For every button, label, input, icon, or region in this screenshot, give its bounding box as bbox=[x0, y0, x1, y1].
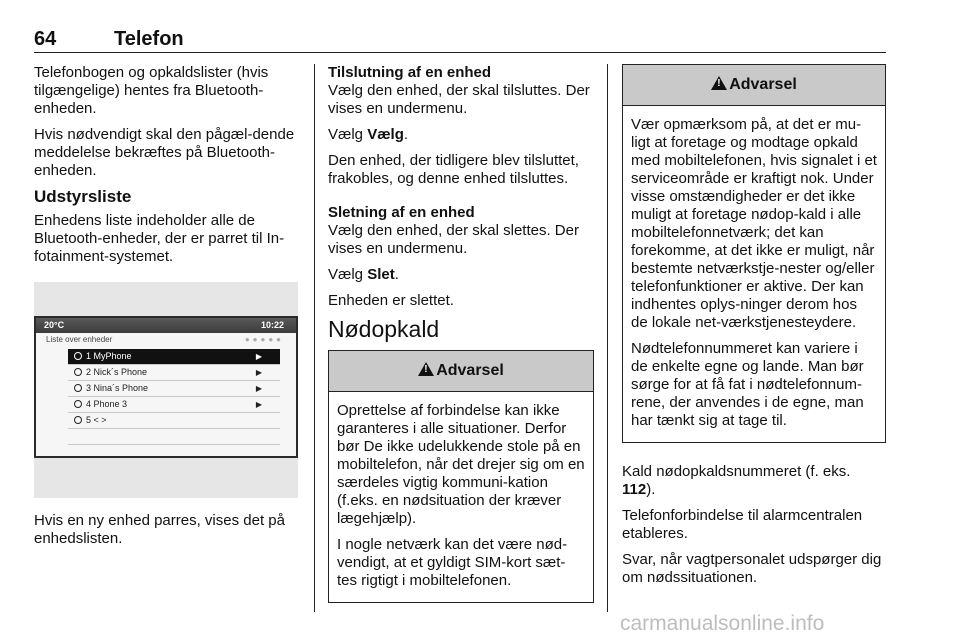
list-item: 5 < > bbox=[68, 413, 280, 429]
column-divider bbox=[607, 64, 608, 612]
section-heading: Udstyrsliste bbox=[34, 187, 132, 206]
arrow-right-icon: ▶ bbox=[255, 352, 262, 361]
warning-text: Nødtelefonnummeret kan variere i de enkelte egne og lande. Man bør sørge for at få fat i nødtelefonnum-rene, der anvendes i de egne, man har tænkt sig at tage til. bbox=[631, 340, 864, 429]
paragraph: Kald nødopkaldsnummeret (f. eks. 112). bbox=[622, 463, 851, 498]
section-heading: Nødopkald bbox=[328, 316, 440, 342]
screen-list-title bbox=[36, 333, 296, 347]
warning-text: Vær opmærksom på, at det er mu-ligt at foretage og modtage opkald med mobiltelefonen, hvis signalet i et serviceområde er kraftigt nok. Under visse omstændigheder er det ikke muligt at foretage nødop-kald i alle mobiltelefonnetværk; det kan forekomme, at det ikke er muligt, når bestemte netværkstje-nester og/eller telefonfunktioner er aktive. Der kan indhentes oplys-ninger derom hos de lokale net-værkstjenesteydere. bbox=[631, 116, 877, 331]
arrow-right-icon: ▶ bbox=[255, 368, 262, 377]
warning-text: I nogle netværk kan det være nød-vendigt, at et gyldigt SIM-kort sæt-tes rigtigt i mobiltelefonen. bbox=[337, 536, 568, 589]
device-list-screenshot bbox=[34, 282, 298, 498]
column-divider bbox=[314, 64, 315, 612]
list-item: 1 MyPhone ▶ bbox=[68, 349, 280, 365]
infotainment-screen bbox=[34, 316, 298, 458]
column-1 bbox=[34, 64, 300, 274]
arrow-right-icon: ▶ bbox=[255, 384, 262, 393]
list-item: 2 Nick´s Phone ▶ bbox=[68, 365, 280, 381]
subheading: Tilslutning af en enhed bbox=[328, 64, 492, 81]
temperature: 20°C bbox=[44, 320, 65, 330]
page-number: 64 bbox=[34, 28, 57, 50]
subheading: Sletning af en enhed bbox=[328, 204, 475, 221]
device-icon bbox=[74, 368, 82, 376]
warning-box bbox=[622, 64, 886, 443]
warning-header: !Advarsel bbox=[623, 65, 885, 106]
warning-box bbox=[328, 350, 594, 603]
screen-status-bar bbox=[36, 318, 296, 333]
paragraph: Vælg Slet. bbox=[328, 266, 399, 283]
column-1-bottom bbox=[34, 512, 300, 556]
page-title: Telefon bbox=[114, 28, 184, 50]
clock: 10:22 bbox=[260, 320, 284, 330]
device-icon bbox=[74, 416, 82, 424]
list-item: 4 Phone 3 ▶ bbox=[68, 397, 280, 413]
paragraph: Telefonforbindelse til alarmcentralen etableres. bbox=[622, 507, 863, 542]
device-icon bbox=[74, 384, 82, 392]
status-icons: ●●●●● bbox=[244, 335, 284, 344]
paragraph: Telefonbogen og opkaldslister (hvis tilgængelige) hentes fra Bluetooth-enheden. bbox=[34, 64, 269, 117]
warning-icon bbox=[711, 76, 727, 90]
paragraph: Enhedens liste indeholder alle de Bluetooth-enheder, der er parret til In-fotainment-systemet. bbox=[34, 212, 285, 265]
list-item: 3 Nina´s Phone ▶ bbox=[68, 381, 280, 397]
warning-header: !Advarsel bbox=[329, 351, 593, 392]
paragraph: Vælg den enhed, der skal tilsluttes. Der vises en undermenu. bbox=[328, 82, 590, 117]
watermark: carmanualsonline.info bbox=[620, 612, 825, 635]
paragraph: Hvis en ny enhed parres, vises det på enhedslisten. bbox=[34, 512, 285, 547]
column-3 bbox=[622, 64, 886, 595]
device-icon bbox=[74, 400, 82, 408]
warning-text: Oprettelse af forbindelse kan ikke garanteres i alle situationer. Derfor bør De ikke udelukkende stole på en mobiltelefon, når det drejer sig om en særdeles vigtig kommuni-kation (f.eks. en nødsituation der kræver lægehjælp). bbox=[337, 402, 585, 527]
paragraph: Vælg den enhed, der skal slettes. Der vises en undermenu. bbox=[328, 222, 579, 257]
paragraph: Svar, når vagtpersonalet udspørger dig om nødssituationen. bbox=[622, 551, 882, 586]
list-title-text: Liste over enheder bbox=[46, 335, 113, 344]
warning-icon bbox=[418, 362, 434, 376]
paragraph: Enheden er slettet. bbox=[328, 292, 454, 309]
arrow-right-icon: ▶ bbox=[255, 400, 262, 409]
paragraph: Hvis nødvendigt skal den pågæl-dende meddelelse bekræftes på Bluetooth-enheden. bbox=[34, 126, 295, 179]
page-header bbox=[34, 26, 886, 53]
device-icon bbox=[74, 352, 82, 360]
paragraph: Den enhed, der tidligere blev tilsluttet, frakobles, og denne enhed tilsluttes. bbox=[328, 152, 579, 187]
device-list bbox=[68, 349, 280, 445]
paragraph: Vælg Vælg. bbox=[328, 126, 409, 143]
list-item-empty bbox=[68, 429, 280, 445]
column-2 bbox=[328, 64, 594, 603]
